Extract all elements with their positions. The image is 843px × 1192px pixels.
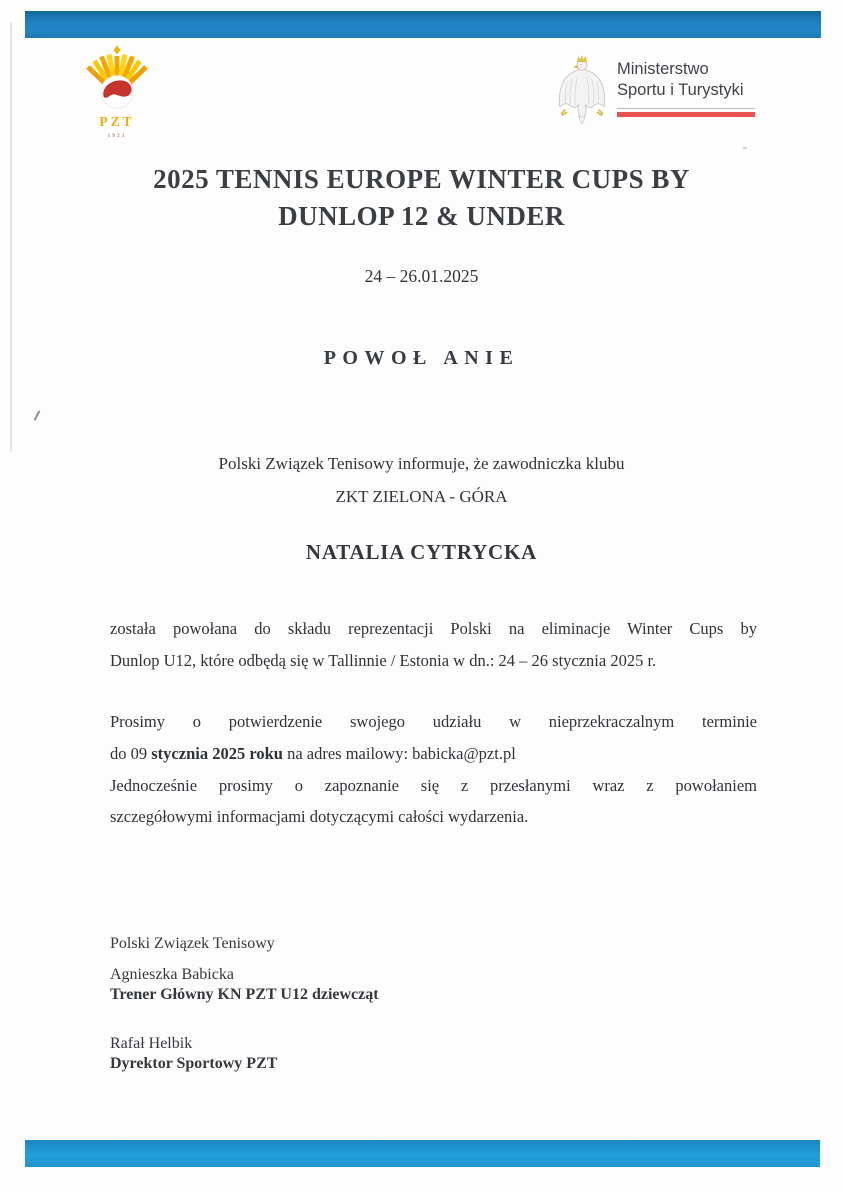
- signer-title: Trener Główny KN PZT U12 dziewcząt: [110, 985, 379, 1003]
- document-title: [0, 161, 843, 235]
- club-name: ZKT ZIELONA - GÓRA: [335, 487, 508, 506]
- signer-name: Agnieszka Babicka: [110, 966, 234, 983]
- ministry-gray-rule: [617, 108, 755, 109]
- player-name: NATALIA CYTRYCKA: [305, 540, 538, 564]
- ministry-name-line1: Ministerstwo: [617, 60, 709, 78]
- signer-title: Dyrektor Sportowy PZT: [110, 1054, 278, 1072]
- info-line1: Jednocześnie prosimy o zapoznanie się z przesłanymi wraz z powołaniem: [110, 775, 757, 795]
- ministry-red-rule: [617, 112, 755, 117]
- ministry-name-line2: Sportu i Turystyki: [617, 81, 744, 99]
- pzt-diamond-icon: [114, 46, 121, 55]
- pzt-acronym: PZT: [99, 114, 135, 129]
- info-line2: szczegółowymi informacjami dotyczącymi całości wydarzenia.: [110, 807, 529, 827]
- document-title-line1: 2025 TENNIS EUROPE WINTER CUPS BY: [153, 164, 690, 194]
- confirmation-paragraph: [110, 706, 757, 833]
- scan-artifact-mark: [34, 410, 41, 421]
- deadline-prefix: do 09: [110, 743, 152, 763]
- deadline-date: stycznia 2025 roku: [151, 743, 283, 763]
- ministry-logo-block: [556, 54, 755, 126]
- callup-line1: została powołana do składu reprezentacji Polski na eliminacje Winter Cups by: [110, 619, 757, 638]
- scan-artifact-speck: [743, 147, 747, 149]
- signer-name: Rafał Helbik: [110, 1035, 193, 1052]
- top-border-bar: [25, 11, 821, 38]
- signature-coach: [110, 965, 379, 1004]
- bottom-border-bar: [25, 1140, 820, 1167]
- intro-line: Polski Związek Tenisowy informuje, że zawodniczka klubu: [218, 454, 625, 473]
- callup-line2: Dunlop U12, które odbędą się w Tallinnie / Estonia w dn.: 24 – 26 stycznia 2025 r.: [110, 650, 657, 670]
- intro-paragraph: [0, 447, 843, 513]
- polish-eagle-icon: [556, 54, 608, 126]
- ministry-underline: [617, 108, 755, 117]
- pzt-logo: [84, 45, 150, 141]
- signature-director: [110, 1034, 277, 1073]
- organization-name: Polski Związek Tenisowy: [110, 935, 275, 952]
- deadline-email: na adres mailowy: babicka@pzt.pl: [282, 743, 516, 763]
- scan-artifact-edge-line: [10, 22, 12, 452]
- confirmation-line1: Prosimy o potwierdzenie swojego udziału w nieprzekraczalnym terminie: [110, 712, 757, 731]
- deadline-line: [110, 738, 757, 770]
- callup-paragraph: [110, 613, 757, 677]
- event-date: 24 – 26.01.2025: [364, 266, 479, 286]
- ministry-name: [617, 54, 755, 126]
- document-title-line2: DUNLOP 12 & UNDER: [278, 201, 565, 231]
- pzt-founding-year: 1921: [107, 133, 127, 139]
- powolanie-heading: POWOŁ ANIE: [323, 347, 520, 369]
